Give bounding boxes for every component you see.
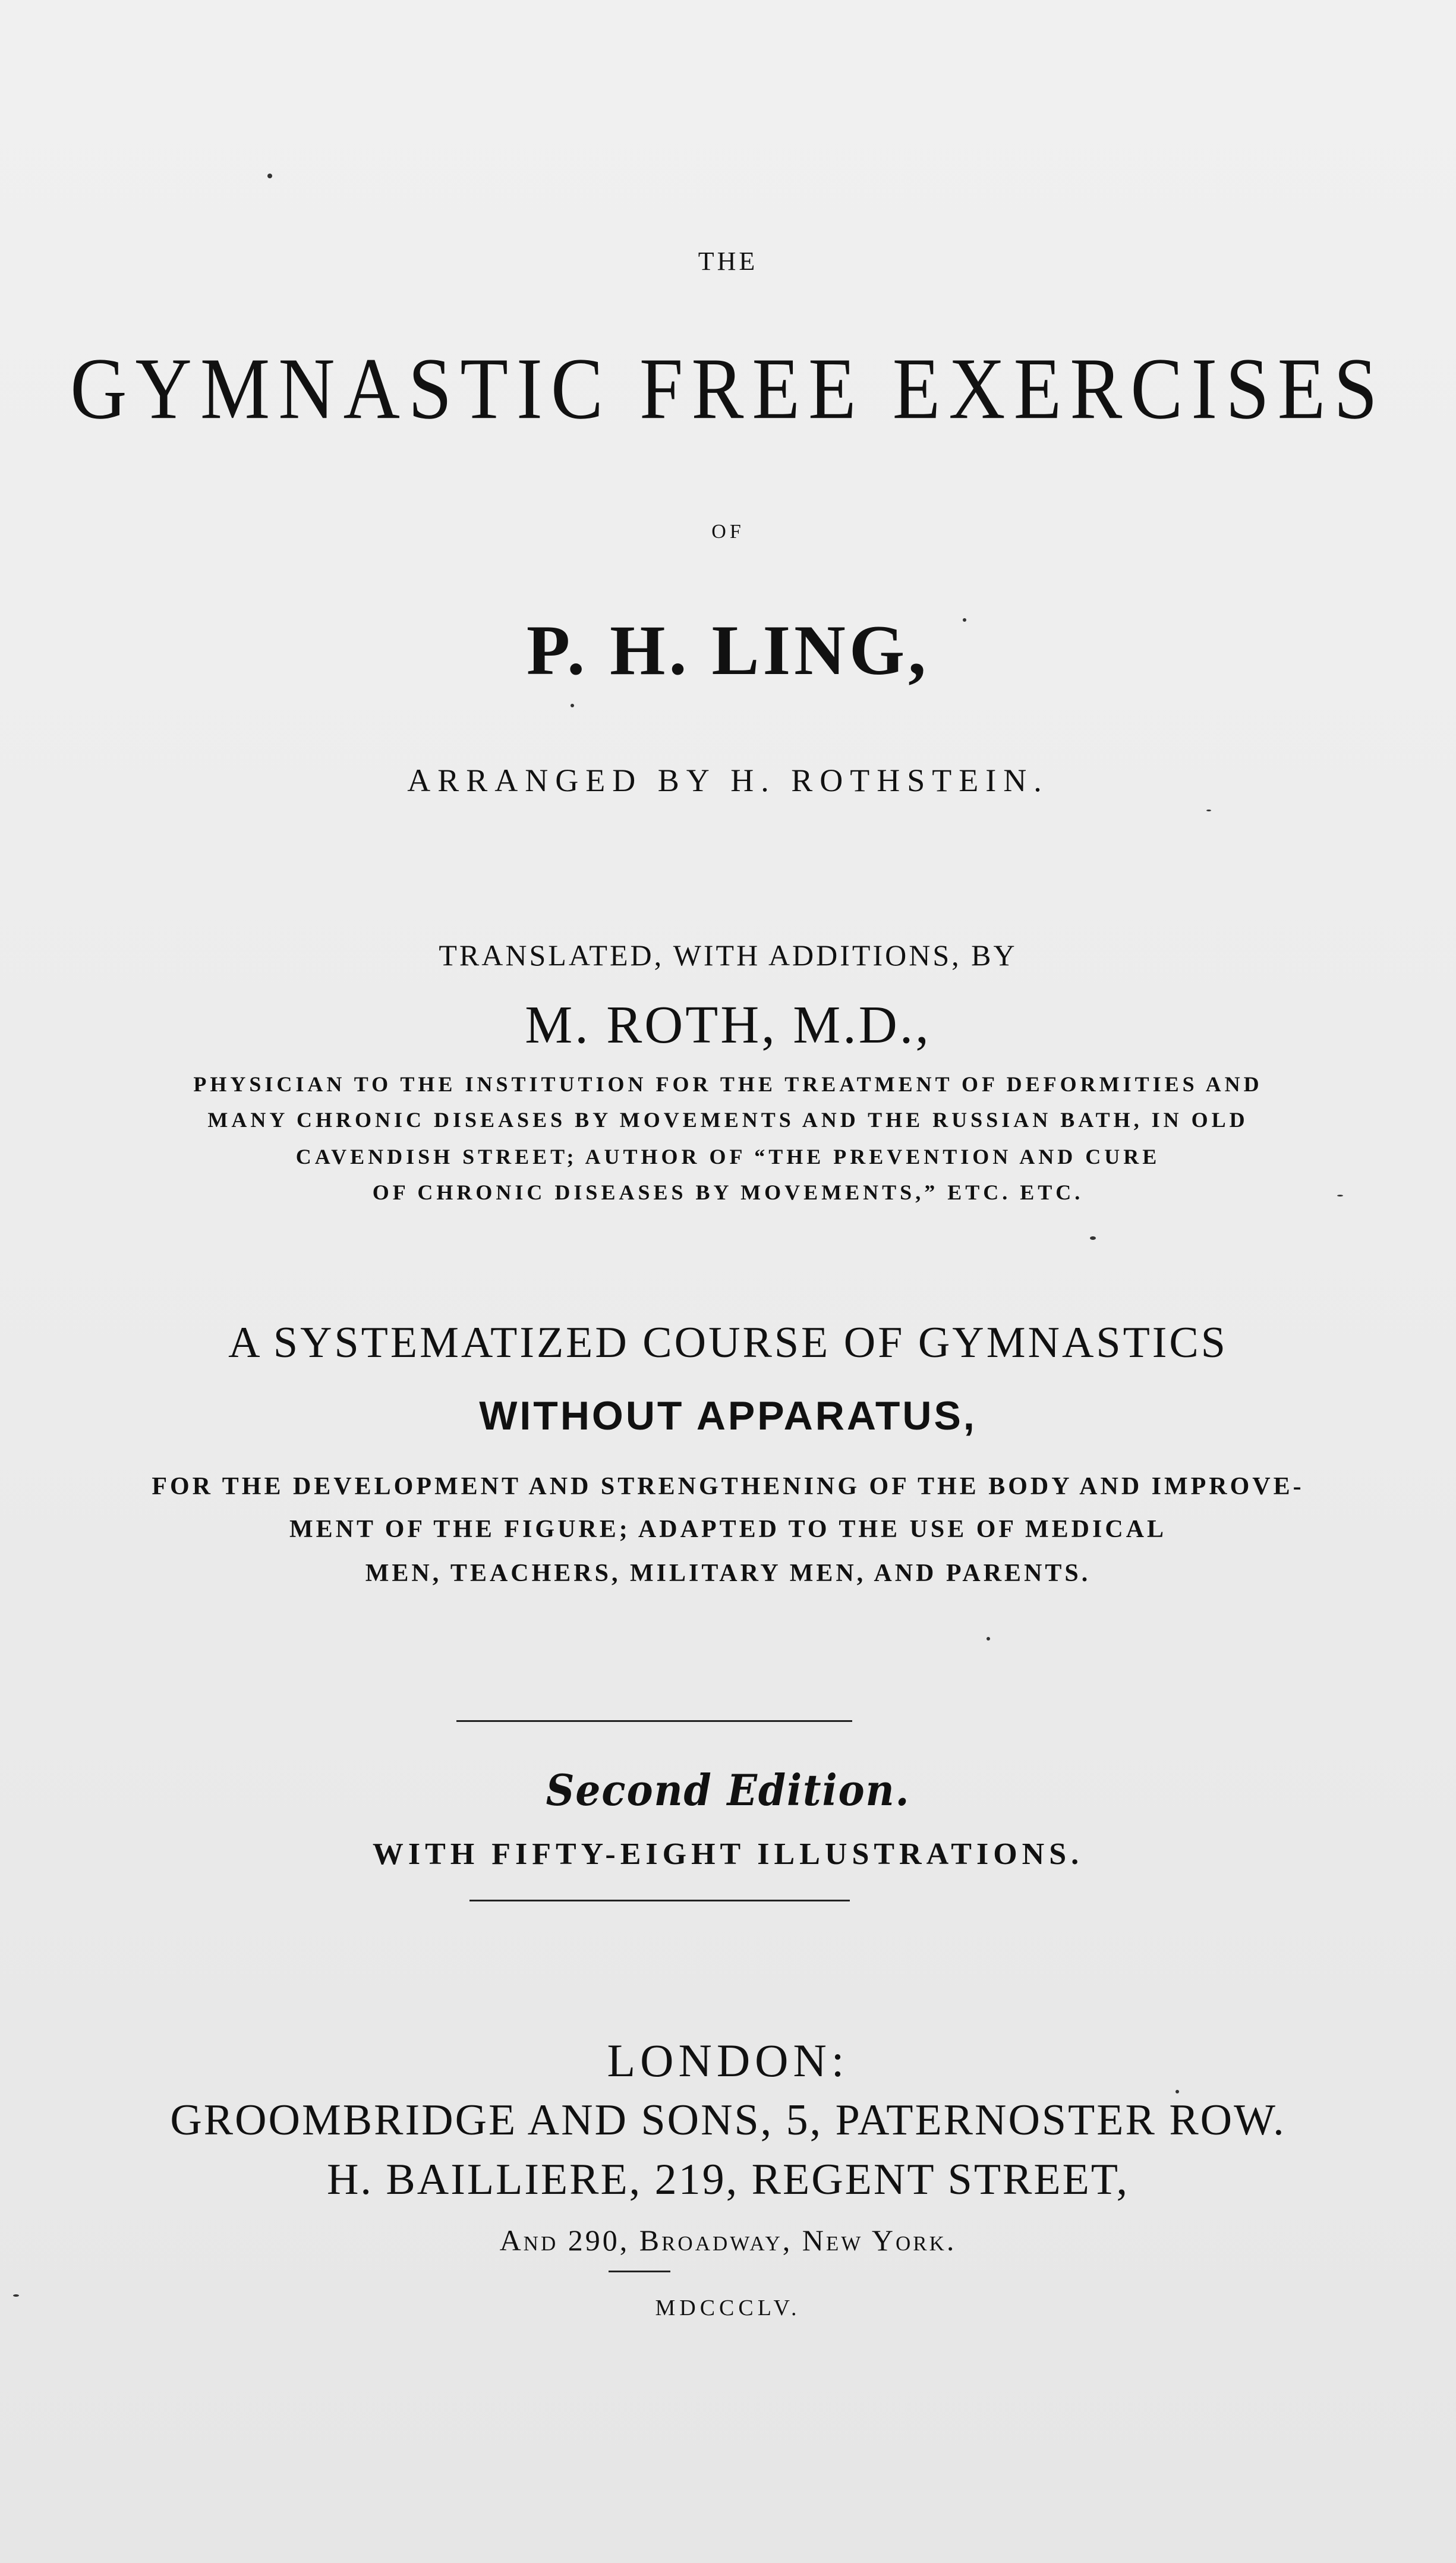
publisher-line: H. BAILLIERE, 219, REGENT STREET, <box>326 2155 1130 2204</box>
paper-speck <box>1206 810 1211 811</box>
course-subtitle: A SYSTEMATIZED COURSE OF GYMNASTICS <box>228 1318 1228 1367</box>
translated-by: TRANSLATED, WITH ADDITIONS, BY <box>439 939 1017 972</box>
bottom-divider <box>469 1900 850 1901</box>
book-title: GYMNASTIC FREE EXERCISES <box>70 339 1386 437</box>
the-word: THE <box>698 247 758 276</box>
of-word: OF <box>711 521 745 543</box>
year-divider <box>609 2271 670 2272</box>
paper-speck <box>1337 1195 1343 1197</box>
illustrations-note: WITH FIFTY-EIGHT ILLUSTRATIONS. <box>372 1837 1084 1871</box>
arranged-by: ARRANGED BY H. ROTHSTEIN. <box>407 763 1049 798</box>
paper-speck <box>1175 2090 1179 2093</box>
edition-statement: Second Edition. <box>546 1765 910 1815</box>
publication-year: MDCCCLV. <box>655 2296 801 2320</box>
publication-city: LONDON: <box>607 2035 849 2086</box>
paper-speck <box>987 1637 990 1641</box>
paper-speck <box>963 618 966 622</box>
paper-speck <box>571 704 574 707</box>
top-divider <box>456 1720 852 1722</box>
paper-speck <box>1090 1236 1096 1240</box>
publisher-line: And 290, Broadway, New York. <box>499 2224 957 2257</box>
translator-name: M. ROTH, M.D., <box>525 996 931 1054</box>
purpose-line: MEN, TEACHERS, MILITARY MEN, AND PARENTS. <box>365 1560 1091 1587</box>
paper-speck <box>13 2294 19 2297</box>
paper-speck <box>267 174 272 178</box>
purpose-line: MENT OF THE FIGURE; ADAPTED TO THE USE OF MEDICAL <box>289 1516 1167 1543</box>
author-name: P. H. LING, <box>526 610 930 689</box>
translator-credentials-line: MANY CHRONIC DISEASES BY MOVEMENTS AND THE RUSSIAN BATH, IN OLD <box>207 1108 1249 1132</box>
without-apparatus: WITHOUT APPARATUS, <box>479 1393 977 1438</box>
translator-credentials-line: PHYSICIAN TO THE INSTITUTION FOR THE TREATMENT OF DEFORMITIES AND <box>193 1072 1263 1096</box>
purpose-line: FOR THE DEVELOPMENT AND STRENGTHENING OF THE BODY AND IMPROVE- <box>152 1473 1304 1500</box>
translator-credentials-line: CAVENDISH STREET; AUTHOR OF “THE PREVENTION AND CURE <box>295 1145 1161 1169</box>
translator-credentials-line: OF CHRONIC DISEASES BY MOVEMENTS,” ETC. ETC. <box>372 1180 1084 1204</box>
publisher-line: GROOMBRIDGE AND SONS, 5, PATERNOSTER ROW. <box>170 2096 1286 2145</box>
